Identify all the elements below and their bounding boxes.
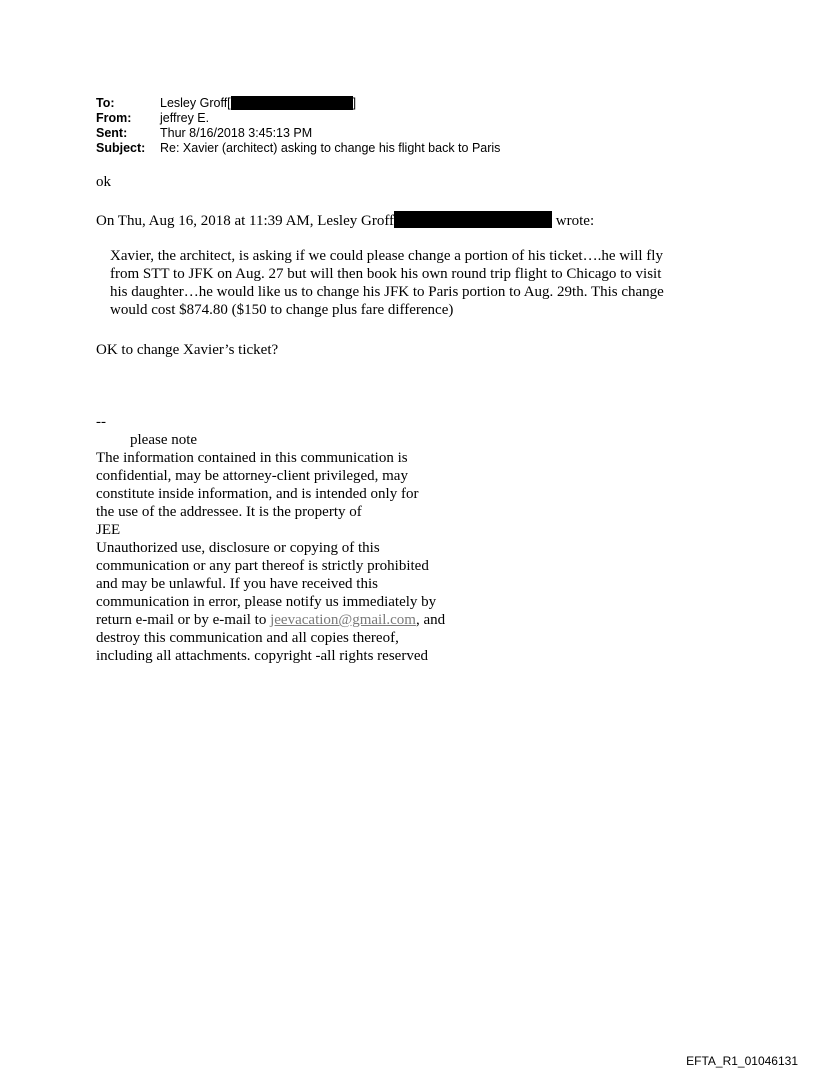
from-value: jeffrey E. xyxy=(160,111,210,125)
quoted-line: Xavier, the architect, is asking if we could please change a portion of his ticket….he will fly xyxy=(110,248,663,264)
signature-block xyxy=(96,413,445,665)
subject-label: Subject: xyxy=(96,141,146,155)
to-label: To: xyxy=(96,96,115,110)
email-header xyxy=(96,96,500,156)
subject-value: Re: Xavier (architect) asking to change his flight back to Paris xyxy=(160,141,501,155)
signature-line: including all attachments. copyright -all rights reserved xyxy=(96,648,428,664)
email-line-prefix: return e-mail or by e-mail to xyxy=(96,612,271,628)
quoted-line: from STT to JFK on Aug. 27 but will then book his own round trip flight to Chicago to visit xyxy=(110,266,662,282)
from-label: From: xyxy=(96,111,132,125)
quote-intro xyxy=(96,211,594,230)
sent-label: Sent: xyxy=(96,126,128,140)
signature-line: confidential, may be attorney-client privileged, may xyxy=(96,468,408,484)
to-close-bracket: ] xyxy=(352,96,357,110)
from-row xyxy=(96,111,500,126)
sent-value: Thur 8/16/2018 3:45:13 PM xyxy=(160,126,313,140)
signature-line: destroy this communication and all copies thereof, xyxy=(96,630,399,646)
quote-intro-suffix: wrote: xyxy=(555,213,595,229)
sent-row xyxy=(96,126,500,141)
document-id: EFTA_R1_01046131 xyxy=(686,1054,798,1068)
quoted-line: his daughter…he would like us to change his JFK to Paris portion to Aug. 29th. This change xyxy=(110,284,664,300)
signature-note: please note xyxy=(130,432,198,448)
signature-line: communication in error, please notify us immediately by xyxy=(96,594,437,610)
signature-dashes: -- xyxy=(96,414,106,430)
reply-text: ok xyxy=(96,174,111,190)
signature-line: JEE xyxy=(96,522,121,538)
signature-line: the use of the addressee. It is the property of xyxy=(96,504,362,520)
redaction-bar xyxy=(231,96,353,110)
signature-line: constitute inside information, and is intended only for xyxy=(96,486,419,502)
subject-row xyxy=(96,141,500,156)
signature-line: and may be unlawful. If you have received this xyxy=(96,576,378,592)
redaction-bar xyxy=(394,211,552,228)
question-text: OK to change Xavier’s ticket? xyxy=(96,342,279,358)
email-line-suffix: , and xyxy=(415,612,446,628)
signature-line: communication or any part thereof is strictly prohibited xyxy=(96,558,429,574)
to-value: Lesley Groff[ xyxy=(160,96,231,110)
signature-line: Unauthorized use, disclosure or copying of this xyxy=(96,540,380,556)
quoted-message xyxy=(110,247,720,319)
signature-line: The information contained in this communication is xyxy=(96,450,408,466)
email-link[interactable]: jeevacation@gmail.com xyxy=(270,612,416,628)
quoted-line: would cost $874.80 ($150 to change plus fare difference) xyxy=(110,302,454,318)
quote-intro-prefix: On Thu, Aug 16, 2018 at 11:39 AM, Lesley Groff xyxy=(96,213,395,229)
signature-email-line xyxy=(96,611,445,629)
to-row xyxy=(96,96,500,111)
